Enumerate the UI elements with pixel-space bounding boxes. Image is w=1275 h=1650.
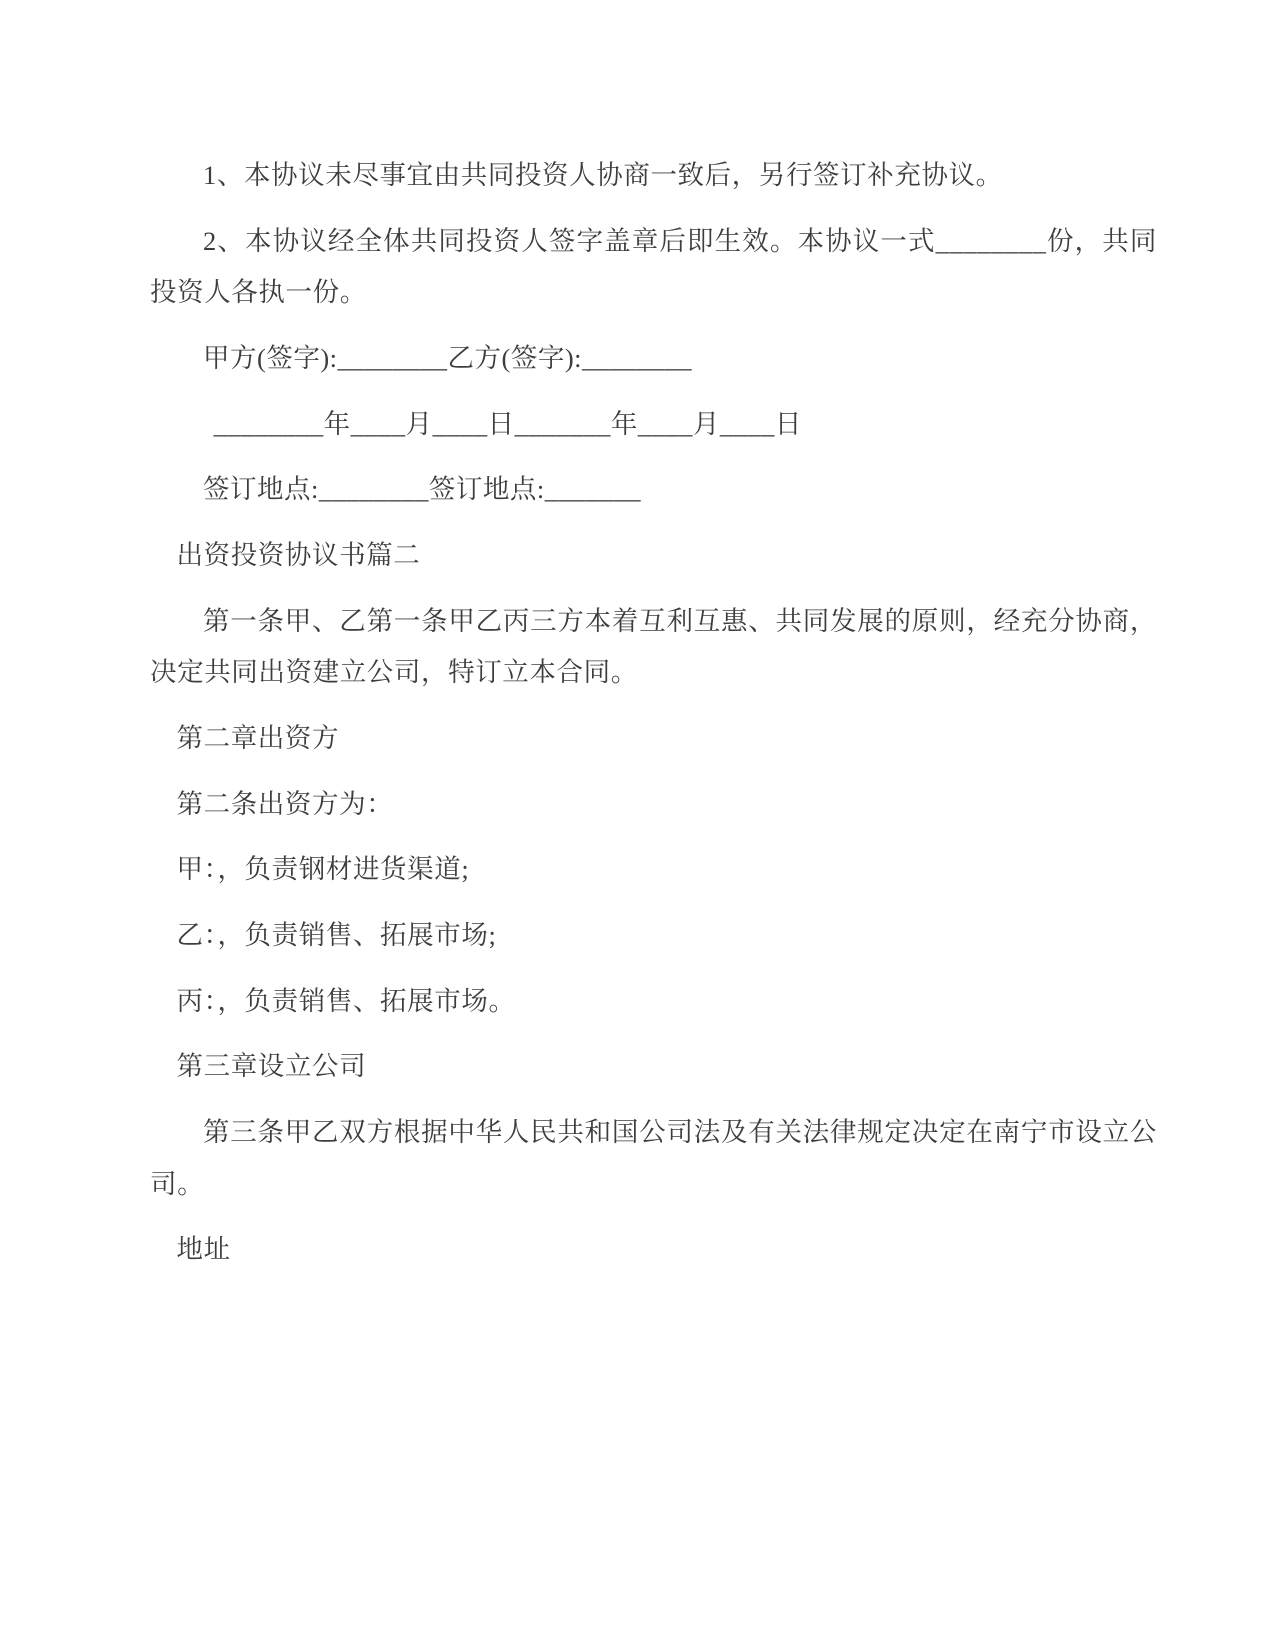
paragraph-clause-1: 1、本协议未尽事宜由共同投资人协商一致后，另行签订补充协议。 <box>203 160 1003 190</box>
signature-dates-line: ________年____月____日_______年____月____日 <box>213 408 802 439</box>
paragraph-article-3: 第三条甲乙双方根据中华人民共和国公司法及有关法律规定决定在南宁市设立公司。 <box>150 1117 1157 1199</box>
document-body <box>150 150 1157 1276</box>
paragraph-article-2: 第二条出资方为： <box>176 788 394 819</box>
signing-places-line: 签订地点:________签订地点:_______ <box>203 474 641 505</box>
section-title-part-two: 出资投资协议书篇二 <box>176 540 421 571</box>
signature-parties-line: 甲方(签字):________乙方(签字):________ <box>203 343 693 374</box>
paragraph-article-1: 第一条甲、乙第一条甲乙丙三方本着互利互惠、共同发展的原则，经充分协商，决定共同出资建立公司，特订立本合同。 <box>150 605 1157 688</box>
party-yi-line: 乙：，负责销售、拓展市场; <box>176 920 497 951</box>
paragraph-clause-2: 2、本协议经全体共同投资人签字盖章后即生效。本协议一式________份，共同投资人各执一份。 <box>150 225 1157 308</box>
address-label: 地址 <box>176 1234 231 1265</box>
chapter-2-title: 第二章出资方 <box>176 723 340 754</box>
party-jia-line: 甲：，负责钢材进货渠道; <box>176 854 470 885</box>
party-bing-line: 丙：，负责销售、拓展市场。 <box>176 985 516 1016</box>
chapter-3-title: 第三章设立公司 <box>176 1051 367 1082</box>
